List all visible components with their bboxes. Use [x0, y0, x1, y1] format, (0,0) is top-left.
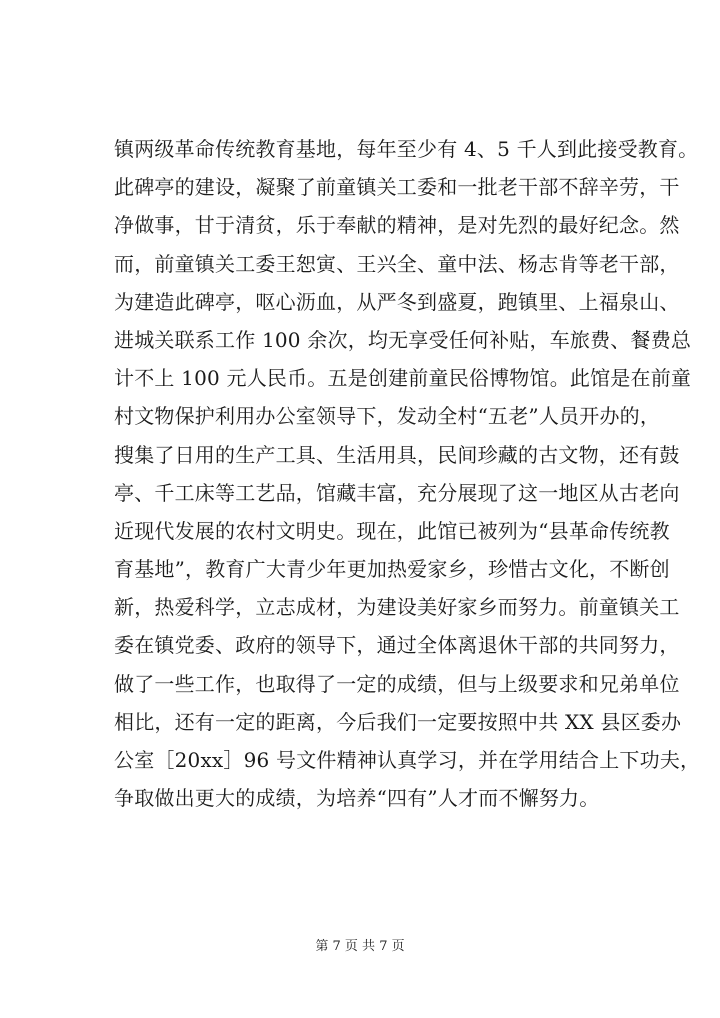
text-line: 计不上 100 元人民币。五是创建前童民俗博物馆。此馆是在前童: [114, 366, 692, 391]
text-line: 近现代发展的农村文明史。现在，此馆已被列为“县革命传统教: [114, 518, 670, 543]
text-line: 争取做出更大的成绩，为培养“四有”人才而不懈努力。: [114, 786, 600, 811]
text-line: 净做事，甘于清贫，乐于奉献的精神，是对先烈的最好纪念。然: [114, 213, 680, 238]
body-text: [114, 130, 701, 817]
page-number-footer: 第 7 页 共 7 页: [315, 939, 405, 954]
text-line: 委在镇党委、政府的领导下，通过全体离退休干部的共同努力，: [114, 633, 680, 658]
text-line: 公室［20xx］96 号文件精神认真学习，并在学用结合上下功夫，: [114, 748, 701, 772]
text-line: 为建造此碑亭，呕心沥血，从严冬到盛夏，跑镇里、上福泉山、: [114, 289, 680, 314]
text-line: 而，前童镇关工委王恕寅、王兴全、童中法、杨志肯等老干部，: [114, 251, 680, 276]
text-line: 村文物保护利用办公室领导下，发动全村“五老”人员开办的，: [114, 404, 661, 429]
text-line: 育基地”，教育广大青少年更加热爱家乡，珍惜古文化，不断创: [114, 557, 670, 582]
text-line: 亭、千工床等工艺品，馆藏丰富，充分展现了这一地区从古老向: [114, 480, 680, 505]
text-line: 此碑亭的建设，凝聚了前童镇关工委和一批老干部不辞辛劳，干: [114, 175, 680, 200]
text-line: 镇两级革命传统教育基地，每年至少有 4、5 千人到此接受教育。: [114, 137, 699, 161]
text-line: 新，热爱科学，立志成材，为建设美好家乡而努力。前童镇关工: [114, 595, 680, 620]
text-line: 搜集了日用的生产工具、生活用具，民间珍藏的古文物，还有鼓: [114, 442, 680, 467]
text-line: 相比，还有一定的距离，今后我们一定要按照中共 XX 县区委办: [114, 709, 682, 734]
text-line: 做了一些工作，也取得了一定的成绩，但与上级要求和兄弟单位: [114, 671, 680, 696]
text-line: 进城关联系工作 100 余次，均无享受任何补贴，车旅费、餐费总: [114, 327, 692, 352]
